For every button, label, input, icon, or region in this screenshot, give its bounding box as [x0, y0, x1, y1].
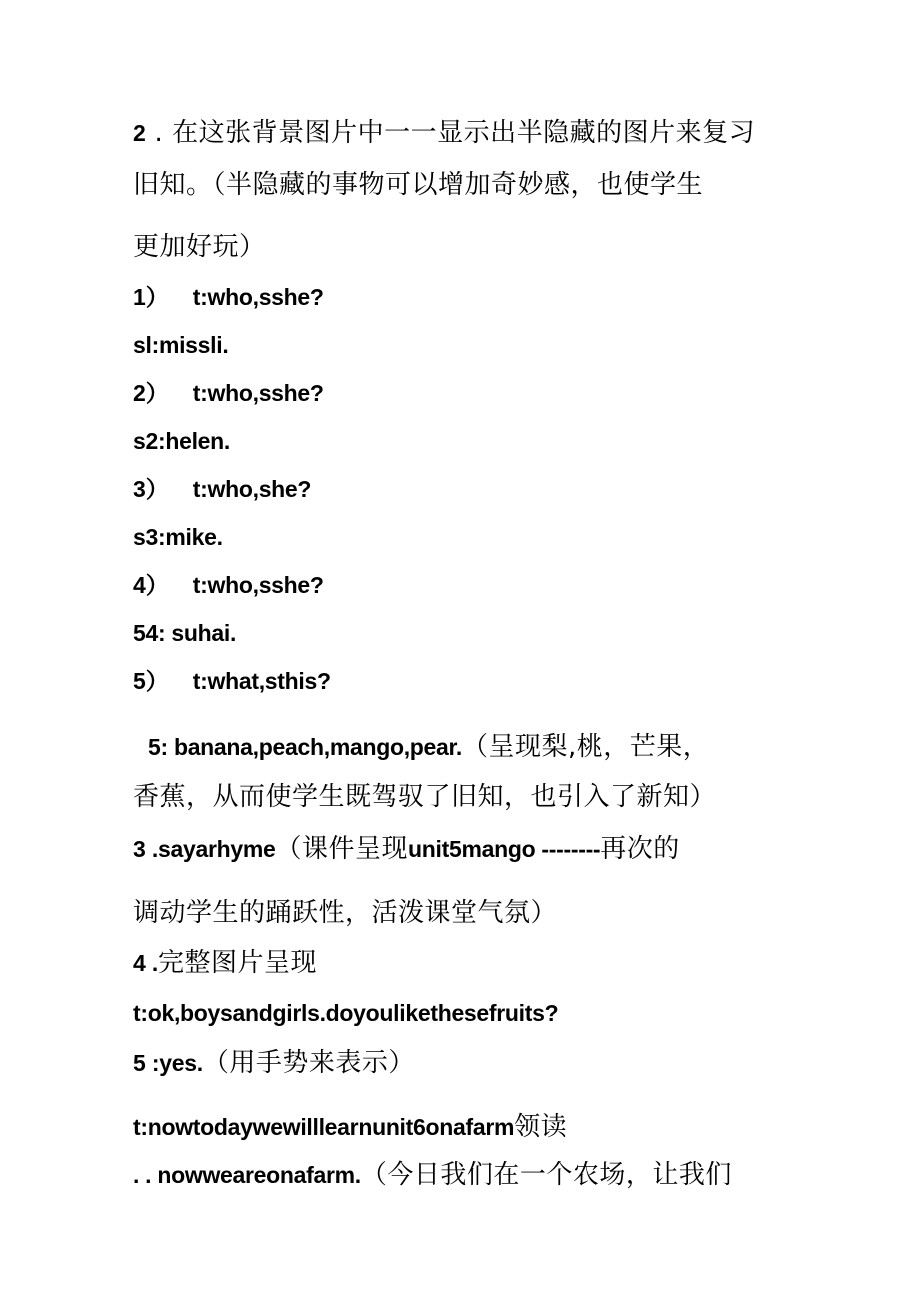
line-11: 54: suhai.: [133, 620, 237, 646]
paragraph-text: 完整图片呈现: [157, 948, 317, 978]
paragraph-text: . 在这张背景图片中一一显示出半隐藏的图片来复习: [145, 118, 756, 148]
dialogue-text: t:nowtodaywewilllearnunit6onafarm: [133, 1114, 515, 1140]
line-4: [133, 286, 324, 309]
line-13: [148, 734, 709, 760]
dialogue-text: t:who,sshe?: [192, 380, 324, 406]
line-5: sl:missli.: [133, 332, 229, 358]
line-17: [133, 950, 317, 976]
line-18: t:ok,boysandgirls.doyoulikethesefruits?: [133, 1000, 559, 1026]
item-number: 5: [133, 1050, 146, 1076]
dialogue-text: unit5mango --------: [408, 836, 601, 862]
line-14: 香蕉，从而使学生既驾驭了旧知，也引入了新知）: [133, 782, 717, 812]
item-number: 1）: [133, 284, 169, 310]
item-number: 5）: [133, 668, 169, 694]
paragraph-text: （今日我们在一个农场，让我们: [360, 1160, 732, 1190]
paragraph-text: 再次的: [600, 834, 680, 864]
paragraph-text: 领读: [514, 1112, 568, 1142]
line-9: s3:mike.: [133, 524, 223, 550]
dialogue-text: .sayarhyme: [145, 836, 276, 862]
line-7: s2:helen.: [133, 428, 231, 454]
line-15: [133, 836, 680, 862]
line-12: [133, 670, 331, 693]
line-8: [133, 478, 311, 501]
dialogue-text: t:who,sshe?: [192, 284, 324, 310]
paragraph-text: （用手势来表示）: [202, 1048, 415, 1078]
line-1: [133, 120, 755, 146]
item-number: 4）: [133, 572, 169, 598]
dialogue-text: t:who,she?: [192, 476, 312, 502]
line-21: [133, 1162, 732, 1188]
dialogue-text: t:what,sthis?: [192, 668, 331, 694]
item-number: 4: [133, 950, 146, 976]
line-3: 更加好玩）: [133, 232, 266, 262]
line-6: [133, 382, 324, 405]
line-2: 旧知。（半隐藏的事物可以增加奇妙感，也使学生: [133, 170, 704, 200]
item-number: 3: [133, 836, 146, 862]
dialogue-text: t:who,sshe?: [192, 572, 324, 598]
dialogue-text: .: [145, 950, 158, 976]
dialogue-text: 5: banana,peach,mango,pear.: [148, 734, 463, 760]
line-19: [133, 1050, 415, 1076]
line-16: 调动学生的踊跃性，活泼课堂气氛）: [133, 898, 558, 928]
item-number: 3）: [133, 476, 169, 502]
paragraph-text: （呈现梨,桃，芒果，: [462, 732, 710, 762]
item-number: 2: [133, 120, 146, 146]
item-number: 2）: [133, 380, 169, 406]
dialogue-text: :yes.: [145, 1050, 203, 1076]
dialogue-text: . . nowweareonafarm.: [133, 1162, 361, 1188]
line-10: [133, 574, 324, 597]
line-20: [133, 1114, 567, 1140]
paragraph-text: （课件呈现: [275, 834, 408, 864]
